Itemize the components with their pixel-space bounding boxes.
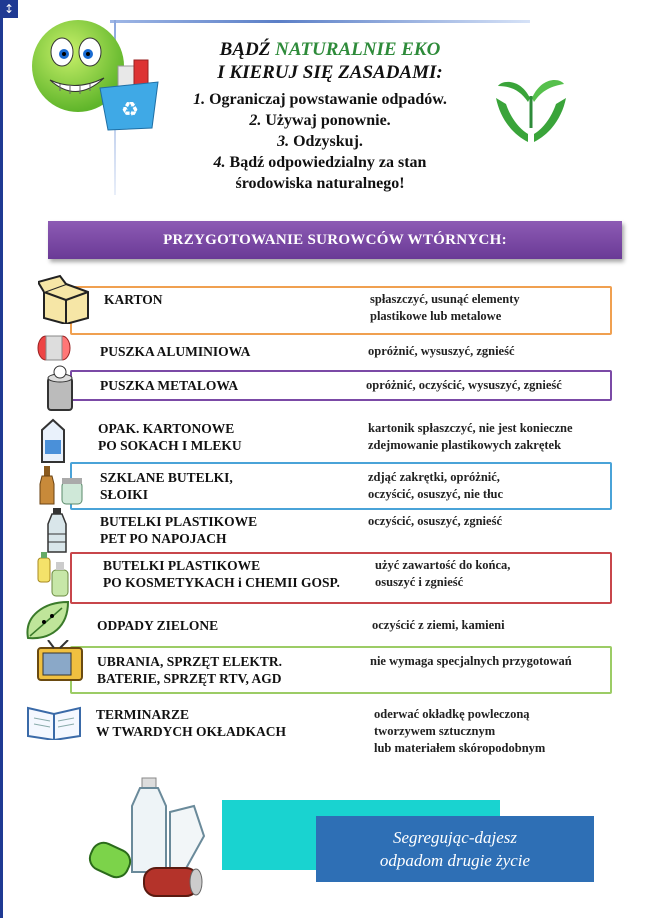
item-description: oczyścić z ziemi, kamieni <box>372 618 505 632</box>
item-label: PUSZKA METALOWA <box>100 378 239 393</box>
item-description: kartonik spłaszczyć, nie jest konieczne zdejmowanie plastikowych zakrętek <box>368 421 573 452</box>
item-description: spłaszczyć, usunąć elementy plastikowe lub metalowe <box>370 292 520 323</box>
item-label: SZKLANE BUTELKI, SŁOIKI <box>100 470 233 502</box>
item-description: opróżnić, oczyścić, wysuszyć, zgnieść <box>366 378 562 392</box>
section-banner: PRZYGOTOWANIE SUROWCÓW WTÓRNYCH: <box>48 221 622 259</box>
milk-carton-icon <box>36 418 70 464</box>
page-border <box>0 0 3 918</box>
rule-item: 2. Używaj ponownie. <box>249 112 391 129</box>
rule-item: 1. Ograniczaj powstawanie odpadów. <box>193 91 447 108</box>
aluminium-can-icon <box>34 333 74 363</box>
item-description: oczyścić, osuszyć, zgnieść <box>368 514 502 528</box>
item-label: TERMINARZE W TWARDYCH OKŁADKACH <box>96 707 287 739</box>
cardboard-box-icon <box>38 274 94 324</box>
slogan-box: Segregując-dajesz odpadom drugie życie <box>316 816 594 882</box>
cosmetic-bottle-icon <box>34 550 74 598</box>
resize-handle-icon[interactable]: ↕ <box>0 0 18 18</box>
rule-item-continued: środowiska naturalnego! <box>235 175 405 192</box>
recyclables-pile-icon <box>84 776 224 906</box>
item-description: oderwać okładkę powleczoną tworzywem sztucznym lub materiałem skóropodobnym <box>374 707 546 755</box>
item-description: nie wymaga specjalnych przygotowań <box>370 654 572 668</box>
item-description: użyć zawartość do końca, osuszyć i zgnieść <box>375 558 511 589</box>
item-description: opróżnić, wysuszyć, zgnieść <box>368 344 515 358</box>
item-label: UBRANIA, SPRZĘT ELEKTR. BATERIE, SPRZĘT RTV, AGD <box>97 654 283 686</box>
rules-list <box>130 89 510 194</box>
item-description: zdjąć zakrętki, opróżnić, oczyścić, osuszyć, nie tłuc <box>368 470 504 501</box>
item-label: ODPADY ZIELONE <box>97 618 219 633</box>
leaf-icon <box>22 598 72 644</box>
glass-bottle-icon <box>38 464 84 506</box>
item-label: PUSZKA ALUMINIOWA <box>100 344 251 359</box>
plastic-bottle-icon <box>44 508 70 554</box>
item-label: BUTELKI PLASTIKOWE PET PO NAPOJACH <box>100 514 258 546</box>
header-rule <box>110 20 530 23</box>
item-label: KARTON <box>104 292 163 307</box>
rule-item: 4. Bądź odpowiedzialny za stan <box>213 154 427 171</box>
tv-icon <box>34 640 90 686</box>
page-title: BĄDŹ NATURALNIE EKO I KIERUJ SIĘ ZASADAMI: <box>217 39 443 83</box>
metal-can-icon <box>40 364 80 414</box>
rule-item: 3. Odzyskuj. <box>277 133 363 150</box>
book-icon <box>26 700 82 740</box>
item-label: OPAK. KARTONOWE PO SOKACH I MLEKU <box>98 421 242 453</box>
svg-text:♻: ♻ <box>121 97 139 121</box>
item-label: BUTELKI PLASTIKOWE PO KOSMETYKACH i CHEMII GOSP. <box>103 558 340 590</box>
